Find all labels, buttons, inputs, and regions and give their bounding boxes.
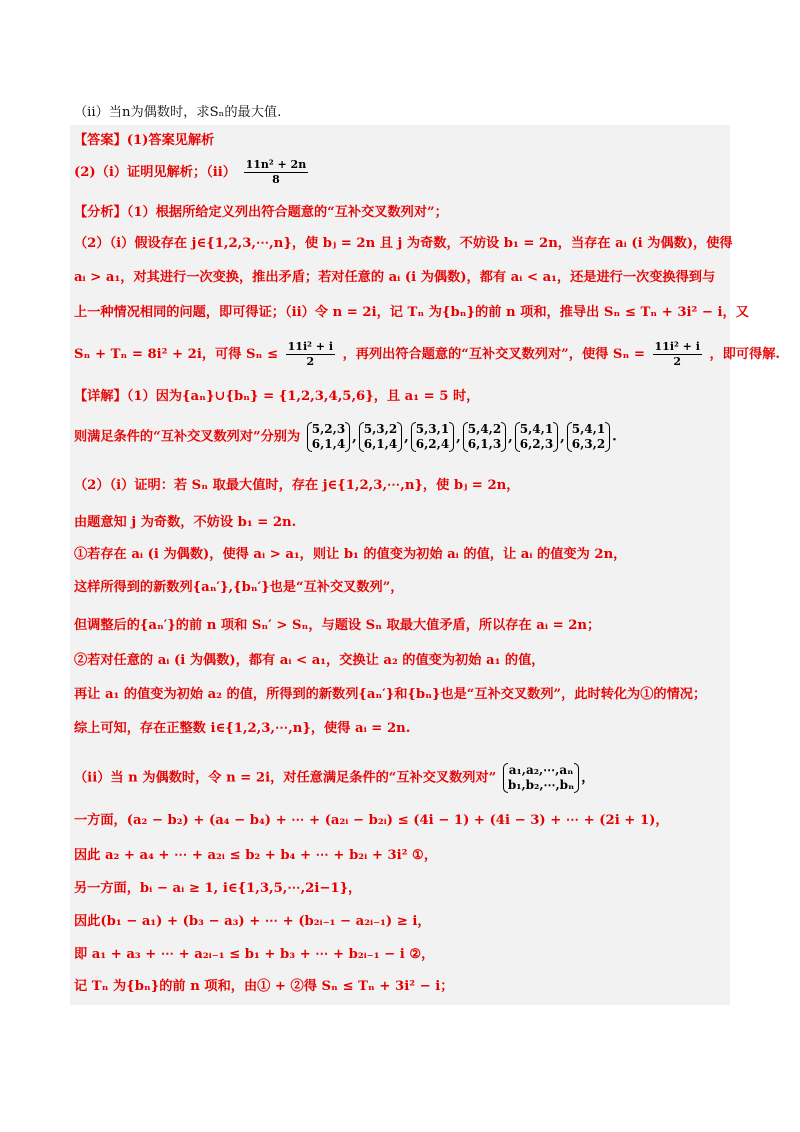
sequence-pair-matrix <box>503 763 579 793</box>
part-ii-line-7: 记 Tₙ 为{bₙ}的前 n 项和，由① + ②得 Sₙ ≤ Tₙ + 3i² − i； <box>74 979 454 994</box>
analysis-line-4: 上一种情况相同的问题，即可得证；（ii）令 n = 2i，记 Tₙ 为{bₙ}的前 n 项和，推导出 Sₙ ≤ Tₙ + 3i² − i，又 <box>74 305 749 320</box>
pair-top-row: 5,4,1 <box>519 422 554 436</box>
part-ii-line-4: 另一方面，bᵢ − aᵢ ≥ 1, i∈{1,3,5,⋯,2i−1}， <box>74 881 362 896</box>
pair-separator: , <box>508 429 513 445</box>
answer-background <box>70 125 730 1005</box>
proof-line-4: 这样所得到的新数列{aₙ′},{bₙ′}也是“互补交叉数列”， <box>74 580 404 595</box>
analysis-line-5-a: Sₙ + Tₙ = 8i² + 2i，可得 Sₙ ≤ <box>74 347 279 362</box>
pair-bottom-row: 6,1,3 <box>467 437 502 451</box>
part-ii-line-1: （ii）当 n 为偶数时，令 n = 2i，对任意满足条件的“互补交叉数列对” a₁,a₂,⋯,aₙ b₁,b₂,⋯,bₙ ， <box>74 763 595 792</box>
proof-line-3: ①若存在 aᵢ (i 为偶数)，使得 aᵢ > a₁，则让 b₁ 的值变为初始 aᵢ 的值，让 aᵢ 的值变为 2n， <box>74 547 627 562</box>
pair-bottom-row: 6,2,4 <box>415 437 450 451</box>
pair-separator: , <box>404 429 409 445</box>
answer-heading: 【答案】(1)答案见解析 <box>74 133 215 148</box>
matrix-top-row: a₁,a₂,⋯,aₙ <box>508 763 574 777</box>
answer-part-2 <box>74 158 311 187</box>
proof-line-7: 再让 a₁ 的值变为初始 a₂ 的值，所得到的新数列{aₙ′}和{bₙ}也是“互补交叉数列”，此时转化为①的情况； <box>74 687 707 702</box>
analysis-line-5-b: ，再列出符合题意的“互补交叉数列对”，使得 Sₙ = <box>342 347 645 362</box>
pair-top-row: 5,2,3 <box>311 422 346 436</box>
pair-bottom-row: 6,1,4 <box>363 437 398 451</box>
proof-line-1: （2）（i）证明：若 Sₙ 取最大值时，存在 j∈{1,2,3,⋯,n}，使 bⱼ = 2n， <box>74 478 520 493</box>
pair-matrix-3 <box>411 422 454 452</box>
pair-matrix-2 <box>359 422 402 452</box>
pair-matrix-5 <box>515 422 558 452</box>
pair-top-row: 5,4,2 <box>467 422 502 436</box>
detail-pairs-line: 则满足条件的“互补交叉数列对”分别为 5,2,3 6,1,4 , 5,3,2 6,1,4 , 5,3,1 6,2,4 , 5,4,2 6,1,3 , 5,4,1 6,2,3 , 5,4,1 6,3,2 . <box>74 422 617 451</box>
pair-separator: , <box>560 429 565 445</box>
pair-matrix-6 <box>567 422 610 452</box>
answer-part-2-text: (2)（i）证明见解析；（ii） <box>74 165 236 180</box>
fraction-denominator: 8 <box>272 173 280 186</box>
pair-separator: , <box>352 429 357 445</box>
pair-top-row: 5,3,2 <box>363 422 398 436</box>
pair-bottom-row: 6,3,2 <box>571 437 606 451</box>
pair-top-row: 5,3,1 <box>415 422 450 436</box>
pair-matrix-1 <box>307 422 350 452</box>
matrix-bottom-row: b₁,b₂,⋯,bₙ <box>507 778 575 792</box>
part-ii-line-2: 一方面，(a₂ − b₂) + (a₄ − b₄) + ⋯ + (a₂ᵢ − b₂ᵢ) ≤ (4i − 1) + (4i − 3) + ⋯ + (2i + 1)， <box>74 813 669 828</box>
detail-pairs-text: 则满足条件的“互补交叉数列对”分别为 <box>74 429 301 445</box>
fraction-1-denominator: 2 <box>306 355 315 368</box>
pair-bottom-row: 6,1,4 <box>311 437 346 451</box>
analysis-line-2: （2）（i）假设存在 j∈{1,2,3,⋯,n}，使 bⱼ = 2n 且 j 为奇数，不妨设 b₁ = 2n，当存在 aᵢ (i 为偶数)，使得 <box>74 236 733 251</box>
pair-top-row: 5,4,1 <box>571 422 606 436</box>
analysis-line-1: 【分析】（1）根据所给定义列出符合题意的“互补交叉数列对”； <box>74 205 448 220</box>
analysis-line-5-c: ，即可得解. <box>709 347 781 362</box>
detail-line-1: 【详解】（1）因为{aₙ}∪{bₙ} = {1,2,3,4,5,6}，且 a₁ = 5 时， <box>74 389 480 404</box>
fraction-2-denominator: 2 <box>673 355 682 368</box>
fraction-numerator: 11n² + 2n <box>245 158 307 171</box>
fraction-2-numerator: 11i² + i <box>654 340 700 353</box>
proof-line-2: 由题意知 j 为奇数，不妨设 b₁ = 2n. <box>74 515 297 530</box>
part-ii-line-6: 即 a₁ + a₃ + ⋯ + a₂ᵢ₋₁ ≤ b₁ + b₃ + ⋯ + b₂ᵢ₋₁ − i ②， <box>74 947 435 962</box>
answer-fraction <box>244 158 309 187</box>
question-part-ii: （ii）当n为偶数时，求Sₙ的最大值. <box>74 105 282 120</box>
analysis-line-3: aᵢ > a₁，对其进行一次变换，推出矛盾；若对任意的 aᵢ (i 为偶数)，都有 aᵢ < a₁，还是进行一次变换得到与 <box>74 270 716 285</box>
proof-line-5: 但调整后的{aₙ′}的前 n 项和 Sₙ′ > Sₙ，与题设 Sₙ 取最大值矛盾，所以存在 aᵢ = 2n； <box>74 618 601 633</box>
fraction-2 <box>653 340 702 369</box>
pair-bottom-row: 6,2,3 <box>519 437 554 451</box>
part-ii-text: （ii）当 n 为偶数时，令 n = 2i，对任意满足条件的“互补交叉数列对” <box>74 770 497 786</box>
proof-line-6: ②若对任意的 aᵢ (i 为偶数)，都有 aᵢ < a₁，交换让 a₂ 的值变为初始 a₁ 的值， <box>74 653 545 668</box>
pair-separator: , <box>456 429 461 445</box>
fraction-1-numerator: 11i² + i <box>287 340 333 353</box>
proof-line-8: 综上可知，存在正整数 i∈{1,2,3,⋯,n}，使得 aᵢ = 2n. <box>74 721 411 736</box>
part-ii-line-3: 因此 a₂ + a₄ + ⋯ + a₂ᵢ ≤ b₂ + b₄ + ⋯ + b₂ᵢ + 3i² ①， <box>74 848 438 863</box>
part-ii-line-5: 因此(b₁ − a₁) + (b₃ − a₃) + ⋯ + (b₂ᵢ₋₁ − a₂ᵢ₋₁) ≥ i， <box>74 914 431 929</box>
pair-matrix-4 <box>463 422 506 452</box>
analysis-line-5 <box>74 340 780 369</box>
fraction-1 <box>286 340 335 369</box>
